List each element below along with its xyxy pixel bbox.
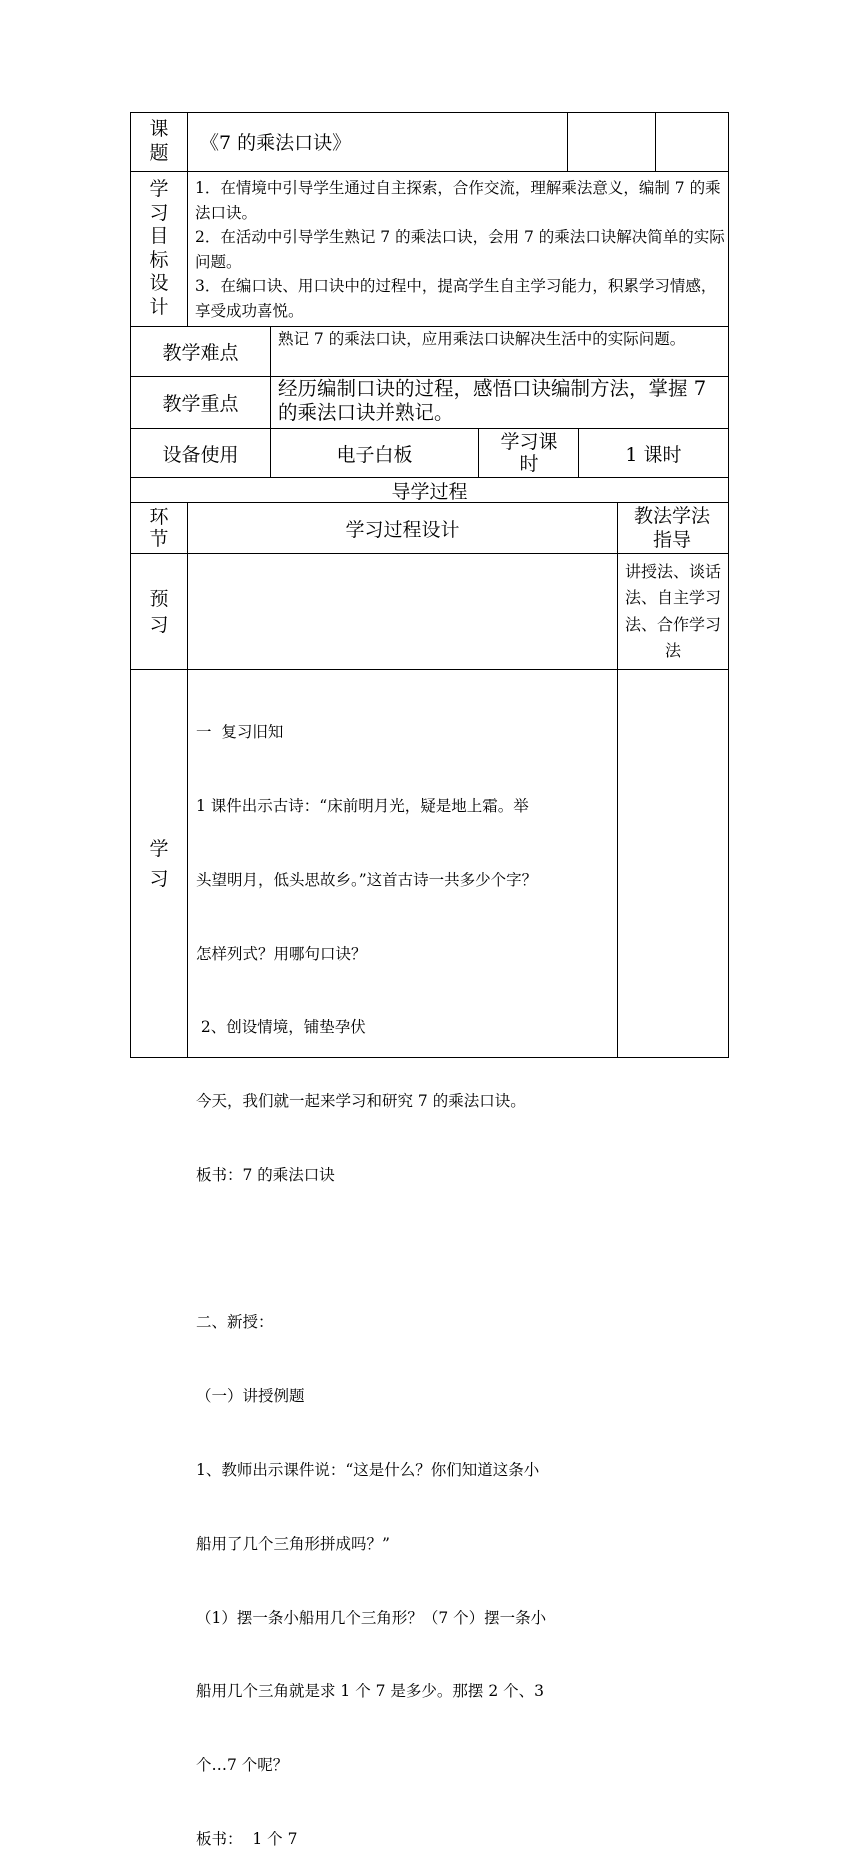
study-design <box>196 671 614 1876</box>
column-stage-header: 环节 <box>149 506 169 550</box>
difficulty-label: 教学难点 <box>162 342 239 364</box>
class-hours-label: 学习课时 <box>500 431 558 475</box>
equipment-label: 设备使用 <box>162 443 239 466</box>
study-line: 怎样列式？用哪句口诀？ <box>196 944 367 963</box>
preview-method: 讲授法、谈话法、自主学习法、合作学习法 <box>624 561 721 660</box>
study-line: （1）摆一条小船用几个三角形？（7 个）摆一条小 <box>196 1608 547 1627</box>
study-line <box>196 1237 614 1262</box>
key-point-text: 经历编制口诀的过程，感悟口诀编制方法，掌握 7 的乘法口诀并熟记。 <box>278 377 707 424</box>
study-line: 二、新授： <box>196 1313 274 1332</box>
study-line: 1 课件出示古诗：“床前明月光，疑是地上霜。举 <box>196 796 529 815</box>
study-line: 板书：7 的乘法口诀 <box>196 1165 335 1184</box>
study-stage: 学习 <box>149 838 169 890</box>
study-line: 今天，我们就一起来学习和研究 7 的乘法口诀。 <box>196 1092 526 1111</box>
objective-item: 3．在编口诀、用口诀中的过程中，提高学生自主学习能力，积累学习情感，享受成功喜悦。 <box>195 277 717 320</box>
lesson-title-label: 课题 <box>149 118 169 164</box>
equipment-value: 电子白板 <box>336 443 413 466</box>
study-line: 个…7 个呢？ <box>196 1756 289 1775</box>
preview-stage: 预习 <box>149 587 169 636</box>
study-line: 船用了几个三角形拼成吗？” <box>196 1534 390 1553</box>
study-line: 头望明月，低头思故乡。”这首古诗一共多少个字？ <box>196 870 538 889</box>
objective-item: 2．在活动中引导学生熟记 7 的乘法口诀，会用 7 的乘法口诀解决简单的实际问题。 <box>195 228 725 271</box>
study-line: 船用几个三角就是求 1 个 7 是多少。那摆 2 个、3 <box>196 1682 545 1701</box>
difficulty-text: 熟记 7 的乘法口诀，应用乘法口诀解决生活中的实际问题。 <box>278 330 686 348</box>
column-method-header: 教法学法指导 <box>633 505 710 551</box>
study-line: （一）讲授例题 <box>196 1387 305 1406</box>
class-hours-value: 1 课时 <box>625 443 682 466</box>
lesson-title: 《7 的乘法口诀》 <box>200 132 352 154</box>
objectives-text <box>195 176 725 323</box>
objective-item: 1．在情境中引导学生通过自主探索，合作交流，理解乘法意义，编制 7 的乘法口诀。 <box>195 179 721 222</box>
process-title: 导学过程 <box>391 480 468 503</box>
study-line: 1、教师出示课件说：“这是什么？你们知道这条小 <box>196 1461 540 1479</box>
study-line: 2、创设情境，铺垫孕伏 <box>196 1018 366 1037</box>
column-design-header: 学习过程设计 <box>345 518 460 541</box>
key-point-label: 教学重点 <box>162 393 239 415</box>
study-line: 一 复习旧知 <box>196 723 284 742</box>
objectives-label: 学习目标设计 <box>149 178 169 318</box>
study-line: 板书： 1 个 7 <box>196 1829 298 1848</box>
